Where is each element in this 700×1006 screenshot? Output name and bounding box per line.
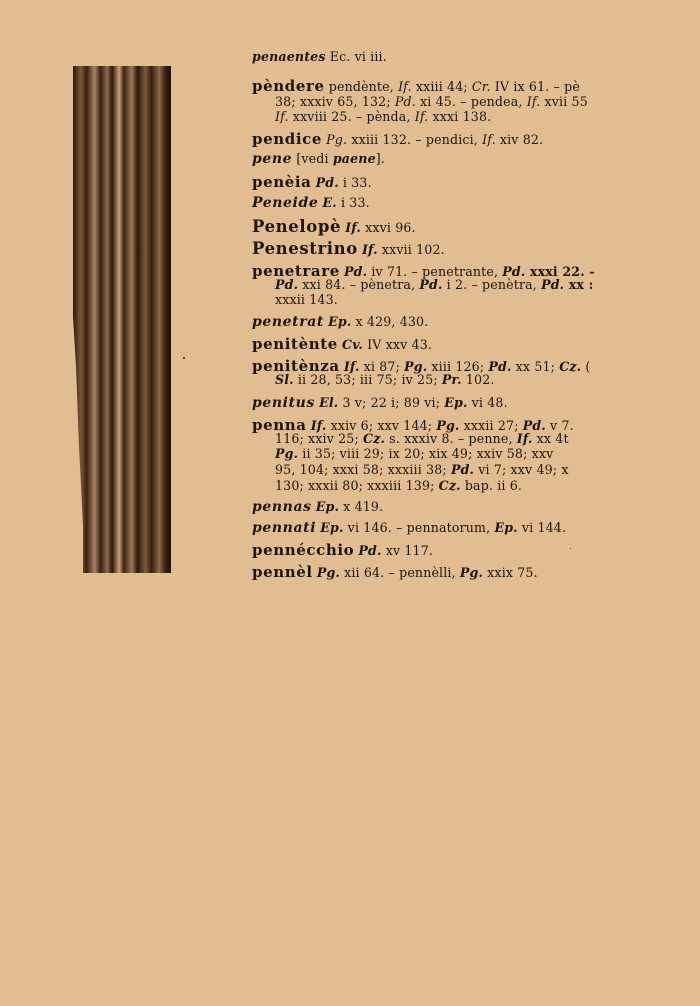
entry-text: 130; xxxii 80; xxxiii 139; [275, 478, 439, 493]
entry-text: pendènte, [324, 79, 399, 94]
entry-text: Pd. [275, 277, 299, 292]
entry-text: xxix 75. [483, 565, 538, 580]
entry-text: xxvii 102. [377, 242, 445, 257]
entry-text: xv 117. [381, 543, 434, 558]
book-spine-image [73, 66, 171, 573]
entry-text: Pd. [394, 94, 416, 109]
entry-text: i 33. [338, 175, 372, 190]
entry-text: xxi 84. – pènetra, [298, 277, 420, 292]
entry-text: Cz. [559, 359, 582, 374]
entry-pendice [252, 130, 543, 148]
entry-text: [vedi [292, 151, 333, 166]
entry-text: If. [275, 109, 289, 124]
entry-text: xvii 55 [540, 94, 588, 109]
headword: pene [252, 151, 293, 167]
entry-text: s. xxxiv 8. – penne, [385, 431, 517, 446]
entry-penna-line [252, 431, 569, 446]
entry-text: If. [414, 109, 429, 124]
entry-peneide [252, 195, 370, 211]
entry-text: Pd. [358, 543, 382, 558]
headword: penetrare [252, 262, 340, 280]
entry-text: xxiii 44; [411, 79, 472, 94]
entry-text: xii 64. – pennèlli, [339, 565, 460, 580]
entry-text: x 419. [339, 499, 384, 514]
entry-text: 38; xxxiv 65, 132; [275, 94, 395, 109]
headword: pennèl [252, 563, 313, 581]
entry-text: Pd. [315, 175, 339, 190]
entry-text: If. [516, 431, 533, 446]
entry-text: IV xxv 43. [362, 337, 433, 352]
headword: pendice [252, 130, 323, 148]
headword: pennas [252, 499, 312, 515]
entry-text: xi 87; [359, 359, 405, 374]
entry-text: If. [362, 242, 378, 257]
entry-text: Pr. [441, 372, 462, 387]
entry-text: Pd. [488, 359, 512, 374]
headword: penna [252, 416, 307, 434]
entry-text: v 7. [545, 418, 574, 433]
entry-text: 116; xxiv 25; [275, 431, 364, 446]
entry-text: El. [319, 395, 339, 410]
entry-pennas [252, 499, 383, 515]
entry-text: Pd. [541, 277, 565, 292]
headword: penèia [252, 173, 312, 191]
entry-text: xiv 82. [495, 132, 544, 147]
entry-text: xx 51; [511, 359, 560, 374]
entry-text: Cv. [342, 337, 363, 352]
entry-pennati [252, 520, 566, 536]
headword: pennati [252, 520, 317, 536]
entry-text: xiii 126; [427, 359, 489, 374]
entry-text: Ep. [494, 520, 518, 535]
entry-text: Pd. [450, 462, 475, 477]
entry-text: bap. ii 6. [460, 478, 523, 493]
entry-text: iv 71. – penetrante, [367, 264, 503, 279]
entry-text: Cz. [363, 431, 386, 446]
entry-text: i 2. – penètra, [442, 277, 542, 292]
entry-text: Ep. [320, 520, 344, 535]
entry-penitenza-line [252, 372, 495, 387]
entry-text: Pd. [522, 418, 546, 433]
entry-text: xxviii 25. – pènda, [288, 109, 415, 124]
entry-text: xxxi 138. [428, 109, 492, 124]
headword: Peneide [252, 195, 319, 211]
entry-text: Pd. [502, 264, 526, 279]
entry-text: Ep. [444, 395, 468, 410]
headword: penetrat [252, 314, 324, 330]
entry-text: Cr. [471, 79, 491, 94]
entry-text: If. [482, 132, 496, 147]
entry-text: Cz. [438, 478, 461, 493]
entry-text: ii 28, 53; iii 75; iv 25; [293, 372, 442, 387]
entry-penna-line [252, 478, 522, 493]
entry-text: If. [526, 94, 541, 109]
entry-text: If. [343, 359, 360, 374]
entry-text: Sl. [275, 372, 294, 387]
entry-text: xx 4t [532, 431, 569, 446]
entry-penetrare-line [252, 277, 593, 292]
entry-text: xxxii 27; [459, 418, 523, 433]
entry-text: Pg. [459, 565, 484, 580]
entry-text: xi 45. – pendea, [415, 94, 527, 109]
entry-penetrare-line [252, 292, 338, 307]
entry-text: Ec. vi iii. [325, 49, 387, 64]
entry-text: 3 v; 22 i; 89 vi; [338, 395, 445, 410]
entry-peneia [252, 173, 372, 191]
entry-text: ( [581, 359, 591, 374]
entry-text: 102. [461, 372, 495, 387]
entry-pennel-partial [252, 563, 538, 581]
entry-text: paene [332, 151, 376, 166]
entry-text: xx : [564, 277, 594, 292]
entry-penna-line [252, 462, 569, 477]
entry-penestrino [252, 239, 445, 258]
entry-text: Pg. [275, 446, 299, 461]
entry-text: If. [310, 418, 327, 433]
entry-text: xxvi 96. [360, 220, 416, 235]
entry-penna-line [252, 446, 553, 461]
entry-text: vi 7; xxv 49; x [474, 462, 569, 477]
entry-text: vi 146. – pennatorum, [343, 520, 495, 535]
entry-text: ii 35; viii 29; ix 20; xix 49; xxiv 58; xxv [298, 446, 554, 461]
entry-pendere-line [252, 94, 588, 109]
entry-text: xxxii 143. [275, 292, 338, 307]
entry-pendere-line [252, 109, 491, 124]
entry-text: vi 48. [467, 395, 508, 410]
entry-text: Pd. [344, 264, 368, 279]
entry-text: If. [345, 220, 361, 235]
entry-text: Ep. [315, 499, 340, 514]
entry-text: If. [398, 79, 412, 94]
scan-speck [183, 357, 185, 359]
entry-text: x 429, 430. [351, 314, 429, 329]
entry-text: vi 144. [517, 520, 567, 535]
headword: penitènza [252, 357, 340, 375]
entry-text: xxxi 22. - [525, 264, 595, 279]
entry-text: penaentes [252, 49, 326, 64]
dictionary-page [252, 49, 627, 581]
entry-pendente-partial [252, 49, 387, 64]
entry-penitus [252, 395, 508, 411]
entry-penitente [252, 335, 432, 353]
entry-penetrat [252, 314, 428, 330]
entry-text: Pg. [404, 359, 428, 374]
headword: pennécchio [252, 541, 355, 559]
entry-text: Pg. [326, 132, 348, 147]
entry-text: Pg. [316, 565, 340, 580]
headword: pèndere [252, 77, 325, 95]
entry-text: Ep. [328, 314, 352, 329]
headword: Penestrino [252, 239, 358, 258]
entry-text: xxiii 132. – pendici, [347, 132, 483, 147]
headword: Penelopè [252, 217, 342, 236]
entry-pennecchio [252, 541, 433, 559]
entry-text: i 33. [336, 195, 370, 210]
entry-text: 95, 104; xxxi 58; xxxiii 38; [275, 462, 451, 477]
entry-text: Pg. [436, 418, 460, 433]
entry-text: ]. [375, 151, 385, 166]
headword: penitènte [252, 335, 338, 353]
headword: penitus [252, 395, 315, 411]
entry-pene [252, 151, 385, 167]
entry-text: IV ix 61. – pè [490, 79, 580, 94]
entry-text: xxiv 6; xxv 144; [326, 418, 437, 433]
entry-penelope [252, 217, 416, 236]
entry-pendere [252, 77, 580, 95]
entry-text: Pd. [419, 277, 443, 292]
entry-text: E. [322, 195, 337, 210]
